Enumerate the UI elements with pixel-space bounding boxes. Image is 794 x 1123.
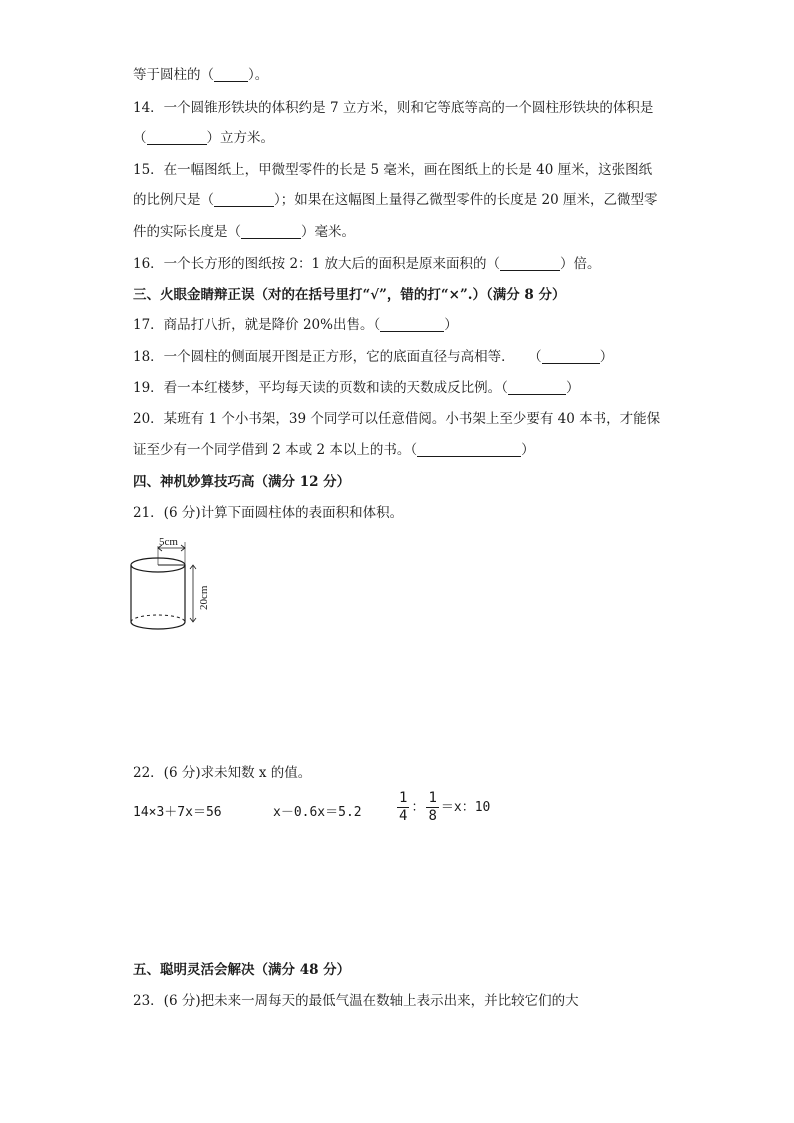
question-23: 23．(6 分)把未来一周每天的最低气温在数轴上表示出来，并比较它们的大 (133, 993, 579, 1009)
cylinder-bottom-back (131, 615, 185, 622)
text: 证至少有一个同学借到 2 本或 2 本以上的书。（ (133, 442, 418, 458)
section-3-heading: 三、火眼金睛辩正误（对的在括号里打“√”，错的打“×”.）（满分 8 分） (133, 287, 566, 303)
answer-blank[interactable] (241, 224, 301, 239)
answer-blank[interactable] (542, 349, 600, 364)
question-19 (133, 378, 579, 398)
text: 18．一个圆柱的侧面展开图是正方形，它的底面直径与高相等． （ (133, 349, 542, 365)
fraction-one-eighth (426, 790, 438, 825)
equation-rest: ＝x：10 (440, 800, 491, 815)
question-20-line1: 20．某班有 1 个小书架，39 个同学可以任意借阅。小书架上至少要有 40 本书，才能保 (133, 411, 661, 427)
text: 17．商品打八折，就是降价 20%出售。（ (133, 317, 381, 333)
text: ） (521, 442, 535, 458)
question-14-line2 (133, 128, 274, 148)
question-14-line1: 14．一个圆锥形铁块的体积约是 7 立方米，则和它等底等高的一个圆柱形铁块的体积是 (133, 100, 654, 116)
text: 16．一个长方形的图纸按 2：1 放大后的面积是原来面积的（ (133, 256, 500, 272)
text: ） (444, 317, 458, 333)
text: ）。 (248, 67, 269, 83)
radius-label: 5cm (159, 536, 178, 548)
ratio-colon: ： (411, 800, 425, 815)
equation-1: 14×3＋7x＝56 (133, 805, 222, 820)
question-16 (133, 254, 600, 274)
answer-blank[interactable] (380, 317, 444, 332)
cylinder-figure (128, 532, 218, 640)
equations-row (133, 790, 553, 832)
answer-blank[interactable] (147, 130, 207, 145)
question-21: 21．(6 分)计算下面圆柱体的表面积和体积。 (133, 505, 404, 521)
line-continuation-13 (133, 65, 268, 85)
text: ）立方米。 (206, 130, 274, 146)
text: ）；如果在这幅图上量得乙微型零件的长度是 20 厘米，乙微型零 (274, 192, 658, 208)
fraction-one-quarter (397, 790, 409, 825)
text: （ (133, 130, 147, 146)
question-18 (133, 347, 613, 367)
text: 19．看一本红楼梦，平均每天读的页数和读的天数成反比例。（ (133, 380, 508, 396)
numerator: 1 (399, 790, 408, 806)
question-22: 22．(6 分)求未知数 x 的值。 (133, 765, 312, 781)
text: 等于圆柱的（ (133, 67, 214, 83)
answer-blank[interactable] (417, 442, 521, 457)
question-17 (133, 315, 458, 335)
text: ）倍。 (559, 256, 601, 272)
section-5-heading: 五、聪明灵活会解决（满分 48 分） (133, 962, 351, 978)
denominator: 8 (428, 808, 437, 824)
text: 件的实际长度是（ (133, 224, 241, 240)
answer-blank[interactable] (214, 192, 274, 207)
answer-blank[interactable] (500, 256, 560, 271)
cylinder-diagram (128, 532, 218, 636)
section-4-heading: 四、神机妙算技巧高（满分 12 分） (133, 474, 351, 490)
question-20-line2 (133, 440, 535, 460)
height-label: 20cm (198, 585, 210, 610)
text: 的比例尺是（ (133, 192, 214, 208)
text: ）毫米。 (301, 224, 355, 240)
denominator: 4 (399, 808, 408, 824)
question-15-line2 (133, 190, 658, 210)
text: ） (565, 380, 580, 396)
answer-blank[interactable] (508, 380, 566, 395)
cylinder-bottom-front (131, 622, 185, 629)
numerator: 1 (428, 790, 437, 806)
text: ） (599, 349, 614, 365)
question-15-line3 (133, 222, 355, 242)
question-15-line1: 15．在一幅图纸上，甲微型零件的长是 5 毫米，画在图纸上的长是 40 厘米，这张图纸 (133, 162, 653, 178)
equation-3 (395, 790, 490, 825)
equation-2: x－0.6x＝5.2 (273, 805, 362, 820)
answer-blank[interactable] (214, 67, 248, 82)
